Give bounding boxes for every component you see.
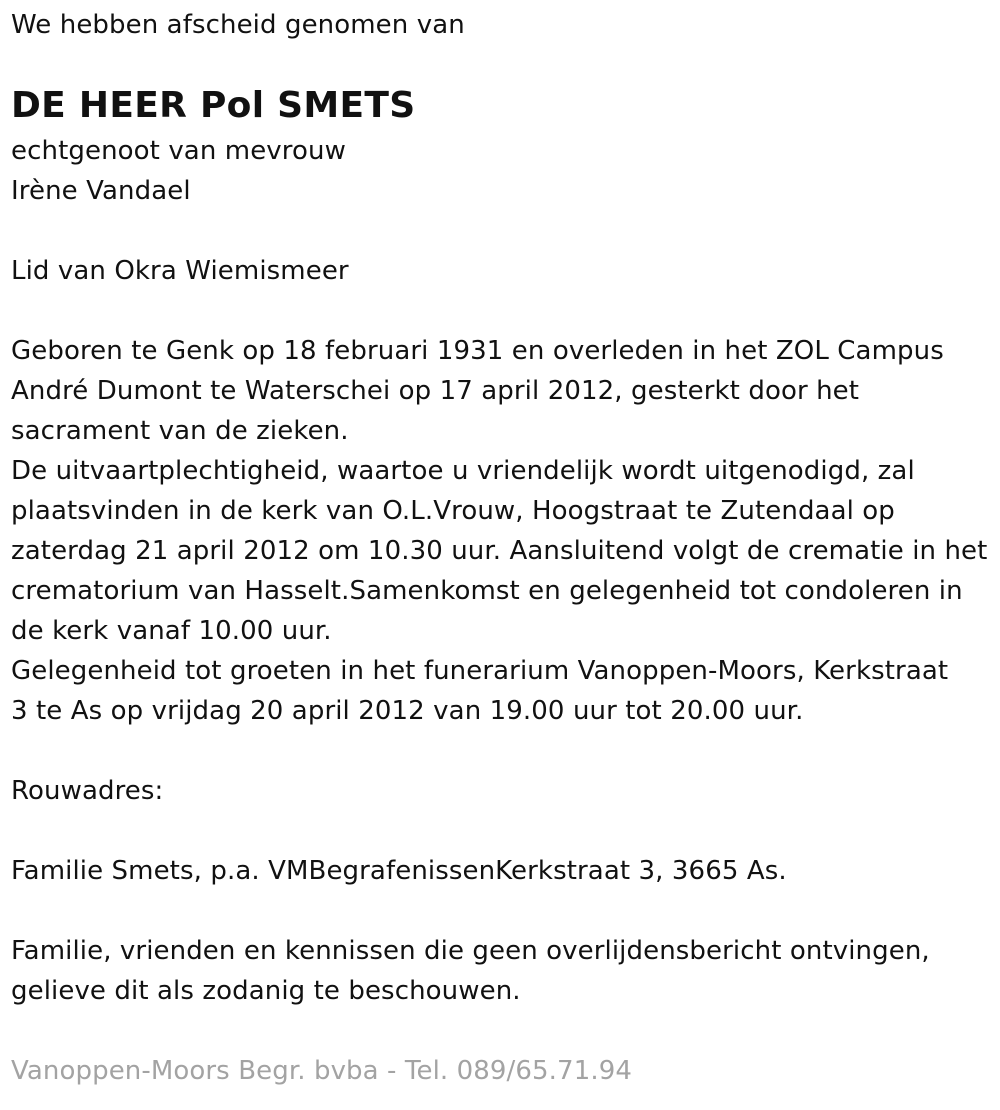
details-line: Gelegenheid tot groeten in het funerarium Vanoppen-Moors, Kerkstraat [11,656,949,686]
details-line: André Dumont te Waterschei op 17 april 2012, gesterkt door het [11,376,860,406]
spacer [11,1011,993,1051]
spacer [11,731,993,771]
spouse-line-2: Irène Vandael [11,176,191,206]
closing-line: gelieve dit als zodanig te beschouwen. [11,976,521,1006]
spacer [11,291,993,331]
closing-line: Familie, vrienden en kennissen die geen overlijdensbericht ontvingen, [11,936,930,966]
spacer [11,211,993,251]
details-line: zaterdag 21 april 2012 om 10.30 uur. Aansluitend volgt de crematie in het [11,536,988,566]
details-line: sacrament van de zieken. [11,416,349,446]
details-paragraph [11,331,993,731]
spacer [11,811,993,851]
details-line: De uitvaartplechtigheid, waartoe u vriendelijk wordt uitgenodigd, zal [11,456,915,486]
membership-text: Lid van Okra Wiemismeer [11,256,349,286]
obituary-notice [11,0,993,1091]
mourning-address: Familie Smets, p.a. VMBegrafenissenKerkstraat 3, 3665 As. [11,856,787,886]
spacer [11,891,993,931]
deceased-name: DE HEER Pol SMETS [11,85,416,126]
funeral-home-footer: Vanoppen-Moors Begr. bvba - Tel. 089/65.71.94 [11,1056,632,1086]
spouse-line-1: echtgenoot van mevrouw [11,136,346,166]
address-label: Rouwadres: [11,776,164,806]
details-line: crematorium van Hasselt.Samenkomst en gelegenheid tot condoleren in [11,576,963,606]
details-line: Geboren te Genk op 18 februari 1931 en overleden in het ZOL Campus [11,336,944,366]
details-line: de kerk vanaf 10.00 uur. [11,616,332,646]
details-line: plaatsvinden in de kerk van O.L.Vrouw, Hoogstraat te Zutendaal op [11,496,895,526]
details-line: 3 te As op vrijdag 20 april 2012 van 19.00 uur tot 20.00 uur. [11,696,804,726]
intro-text: We hebben afscheid genomen van [11,10,465,40]
